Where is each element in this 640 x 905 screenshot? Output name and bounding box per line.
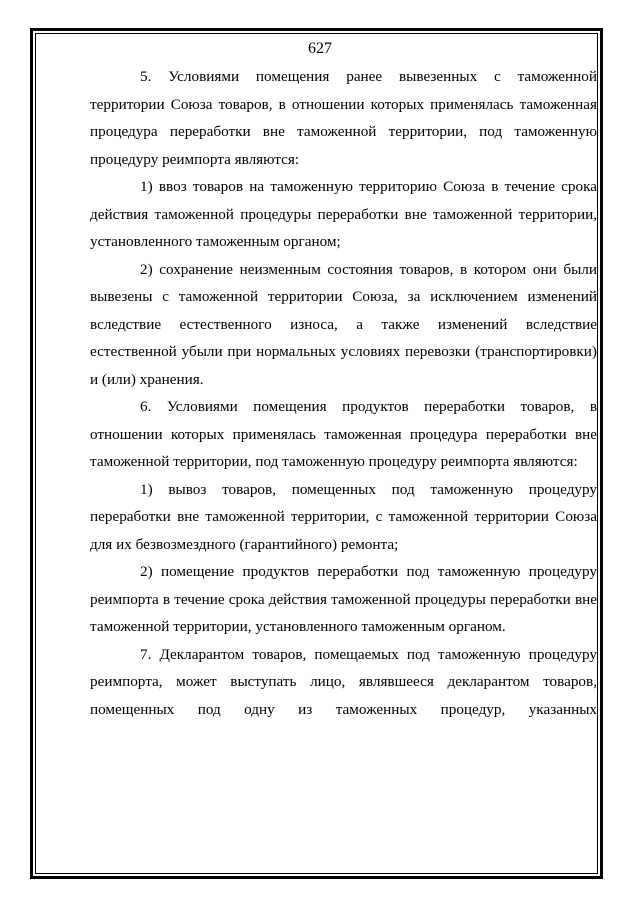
document-body [90, 63, 597, 723]
page-number: 627 [308, 40, 332, 57]
paragraph-6-item-1: 1) вывоз товаров, помещенных под таможенную процедуру переработки вне таможенной территории, с таможенной территории Союза для их безвозмездного (гарантийного) ремонта; [90, 480, 597, 553]
paragraph-7: 7. Декларантом товаров, помещаемых под таможенную процедуру реимпорта, может выступать лицо, являвшееся декларантом товаров, помещенных под одну из таможенных процедур, указанных [90, 645, 597, 718]
paragraph-5-item-2: 2) сохранение неизменным состояния товаров, в котором они были вывезены с таможенной территории Союза, за исключением изменений вследствие естественного износа, а также изменений вследствие естественной убыли при нормальных условиях перевозки (транспортировки) и (или) хранения. [90, 260, 597, 388]
paragraph-6: 6. Условиями помещения продуктов переработки товаров, в отношении которых применялась таможенная процедура переработки вне таможенной территории, под таможенную процедуру реимпорта являются: [90, 398, 597, 470]
paragraph-6-item-2: 2) помещение продуктов переработки под таможенную процедуру реимпорта в течение срока действия таможенной процедуры переработки вне таможенной территории, установленного таможенным органом. [90, 563, 597, 635]
paragraph-5-item-1: 1) ввоз товаров на таможенную территорию Союза в течение срока действия таможенной процедуры переработки вне таможенной территории, установленного таможенным органом; [90, 178, 597, 250]
paragraph-5: 5. Условиями помещения ранее вывезенных с таможенной территории Союза товаров, в отношении которых применялась таможенная процедура переработки вне таможенной территории, под таможенную процедуру реимпорта являются: [90, 68, 597, 168]
